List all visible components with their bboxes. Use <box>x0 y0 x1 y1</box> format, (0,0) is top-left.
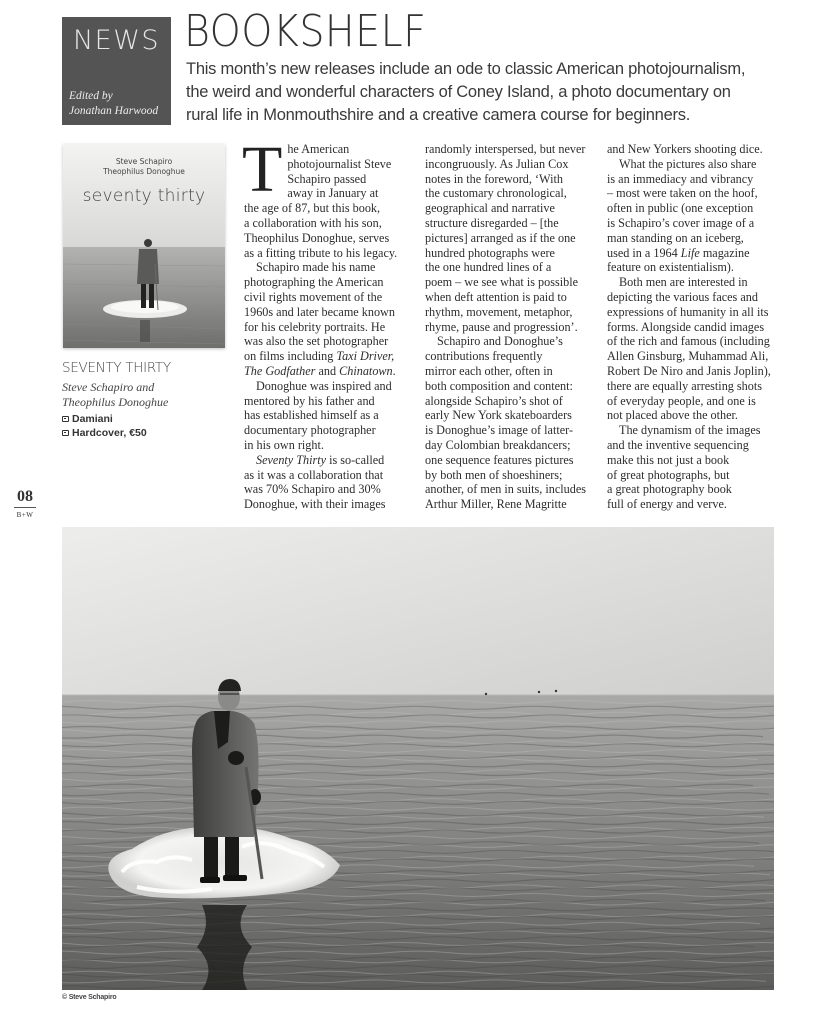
body-line: Schapiro passed <box>287 171 367 186</box>
body-line: feature on existentialism). <box>607 260 734 275</box>
editor-credit <box>69 89 158 119</box>
body-text: . <box>392 363 396 378</box>
body-line: incongruously. As Julian Cox <box>425 156 569 171</box>
body-line: mentored by his father and <box>244 393 375 408</box>
body-line: was 70% Schapiro and 30% <box>244 482 381 497</box>
body-line: early New York skateboarders <box>425 408 572 423</box>
body-line: he American <box>287 142 350 156</box>
body-line: make this not just a book <box>607 452 730 467</box>
body-line: poem – we see what is possible <box>425 275 578 290</box>
drop-cap: T <box>242 133 283 206</box>
editor-name: Jonathan Harwood <box>69 105 159 117</box>
body-line: Robert De Niro and Janis Joplin), <box>607 363 771 378</box>
body-text: used in a 1964 <box>607 245 681 260</box>
body-line: away in January at <box>287 186 379 201</box>
body-line: documentary photographer <box>244 423 376 438</box>
body-line: there are equally arresting shots <box>607 378 762 393</box>
body-line: expressions of humanity in all its <box>607 304 769 319</box>
body-line <box>244 349 422 364</box>
body-line: rhythm, movement, metaphor, <box>425 304 573 319</box>
body-line: contributions frequently <box>425 349 543 364</box>
book-author-line: Steve Schapiro and <box>62 380 155 394</box>
body-line: Theophilus Donoghue, serves <box>244 230 390 245</box>
article-column-3 <box>607 142 785 512</box>
body-line: and New Yorkers shooting dice. <box>607 142 763 156</box>
publisher-name: Damiani <box>72 413 113 425</box>
body-line: often in public (one exception <box>607 201 754 216</box>
body-line: geographical and narrative <box>425 201 555 216</box>
body-line: structure disregarded – [the <box>425 215 559 230</box>
body-line: as a fitting tribute to his legacy. <box>244 245 398 260</box>
body-line: depicting the various faces and <box>607 289 758 304</box>
magazine-title: Life <box>680 245 700 260</box>
cover-author: Steve Schapiro <box>115 157 173 166</box>
film-title: Chinatown <box>339 363 393 378</box>
body-line: of the rich and famous (including <box>607 334 770 349</box>
standfirst-line: rural life in Monmouthshire and a creative camera course for beginners. <box>186 106 691 124</box>
body-line: for his celebrity portraits. He <box>244 319 386 334</box>
body-line: mirror each other, often in <box>425 363 553 378</box>
body-line: day Colombian breakdancers; <box>425 437 571 452</box>
body-text: and <box>315 363 340 378</box>
body-line: one sequence features pictures <box>425 452 574 467</box>
photo-credit: © Steve Schapiro <box>62 994 117 1001</box>
body-line <box>244 364 422 379</box>
body-line: the age of 87, but this book, <box>244 201 381 216</box>
body-line: a collaboration with his son, <box>244 215 382 230</box>
cover-authors <box>63 157 225 177</box>
body-line: Allen Ginsburg, Muhammad Ali, <box>607 349 769 364</box>
body-line: man standing on an iceberg, <box>607 230 744 245</box>
body-line: has established himself as a <box>244 408 379 423</box>
body-line: both composition and content: <box>425 378 573 393</box>
body-text: magazine <box>699 245 750 260</box>
book-publisher <box>62 412 237 426</box>
book-format-price <box>62 426 237 440</box>
body-line: What the pictures also share <box>619 156 757 171</box>
body-line: is Schapiro’s cover image of a <box>607 215 755 230</box>
page-folio <box>14 489 36 519</box>
body-text: on films including <box>244 349 337 364</box>
cover-author: Theophilus Donoghue <box>103 167 185 176</box>
standfirst-line: the weird and wonderful characters of Coney Island, a photo documentary on <box>186 83 731 101</box>
body-line: not placed above the other. <box>607 408 738 423</box>
body-line: randomly interspersed, but never <box>425 142 586 156</box>
page-number: 08 <box>14 489 36 508</box>
body-line: Donoghue was inspired and <box>256 378 392 393</box>
book-title-ref: Seventy Thirty <box>256 452 327 467</box>
body-line: rhyme, pause and progression’. <box>425 319 578 334</box>
body-line: pictures] arranged as if the one <box>425 230 576 245</box>
body-line: by both men of shoeshiners; <box>425 467 563 482</box>
book-authors <box>62 380 237 410</box>
body-line: full of energy and verve. <box>607 497 727 512</box>
body-line: another, of men in suits, includes <box>425 482 586 497</box>
folio-section: B+W <box>16 511 34 519</box>
body-line: the one hundred lines of a <box>425 260 552 275</box>
body-line: in his own right. <box>244 437 324 452</box>
section-label: NEWS <box>72 25 161 56</box>
body-line <box>607 246 785 261</box>
body-text: is so-called <box>326 452 385 467</box>
body-line: hundred photographs were <box>425 245 555 260</box>
body-line: is an immediacy and vibrancy <box>607 171 754 186</box>
body-line: is Donoghue’s image of latter- <box>425 423 573 438</box>
article-column-1 <box>242 133 422 512</box>
standfirst-line: This month’s new releases include an ode to classic American photojournalism, <box>186 60 746 78</box>
body-line: – most were taken on the hoof, <box>607 186 758 201</box>
body-line: as it was a collaboration that <box>244 467 384 482</box>
photo-man-on-ice-floe <box>62 527 774 990</box>
bullet-icon <box>62 430 69 436</box>
body-line: civil rights movement of the <box>244 289 383 304</box>
body-line: a great photography book <box>607 482 732 497</box>
body-line: of everyday people, and one is <box>607 393 756 408</box>
cover-title: seventy thirty <box>82 186 206 206</box>
body-line: Donoghue, with their images <box>244 497 386 512</box>
body-line: of great photographs, but <box>607 467 730 482</box>
body-line: 1960s and later became known <box>244 304 395 319</box>
body-line: and the inventive sequencing <box>607 437 749 452</box>
book-author-line: Theophilus Donoghue <box>62 395 169 409</box>
film-title: The Godfather <box>244 363 316 378</box>
body-line <box>244 453 422 468</box>
body-line: The dynamism of the images <box>619 423 761 438</box>
body-line: Schapiro made his name <box>256 260 376 275</box>
format-price: Hardcover, €50 <box>72 427 147 439</box>
body-line: Arthur Miller, Rene Magritte <box>425 497 567 512</box>
bullet-icon <box>62 416 69 422</box>
body-line: the customary chronological, <box>425 186 567 201</box>
book-info <box>62 360 237 440</box>
body-line: forms. Alongside candid images <box>607 319 765 334</box>
body-line: photojournalist Steve <box>287 156 392 171</box>
section-badge <box>62 17 171 125</box>
body-line: when deft attention is paid to <box>425 289 567 304</box>
body-line: Schapiro and Donoghue’s <box>437 334 563 349</box>
feature-photograph <box>62 527 774 990</box>
page-title: BOOKSHELF <box>184 6 427 57</box>
body-line: notes in the foreword, ‘With <box>425 171 563 186</box>
body-line: Both men are interested in <box>619 275 748 290</box>
body-line: photographing the American <box>244 275 384 290</box>
book-title: SEVENTY THIRTY <box>62 360 171 376</box>
editor-credit-line: Edited by <box>69 90 113 102</box>
standfirst <box>186 58 786 127</box>
body-line: was also the set photographer <box>244 334 389 349</box>
body-line: alongside Schapiro’s shot of <box>425 393 563 408</box>
book-cover-image <box>63 144 225 348</box>
film-title: Taxi Driver, <box>336 349 395 364</box>
article-column-2 <box>425 142 603 512</box>
